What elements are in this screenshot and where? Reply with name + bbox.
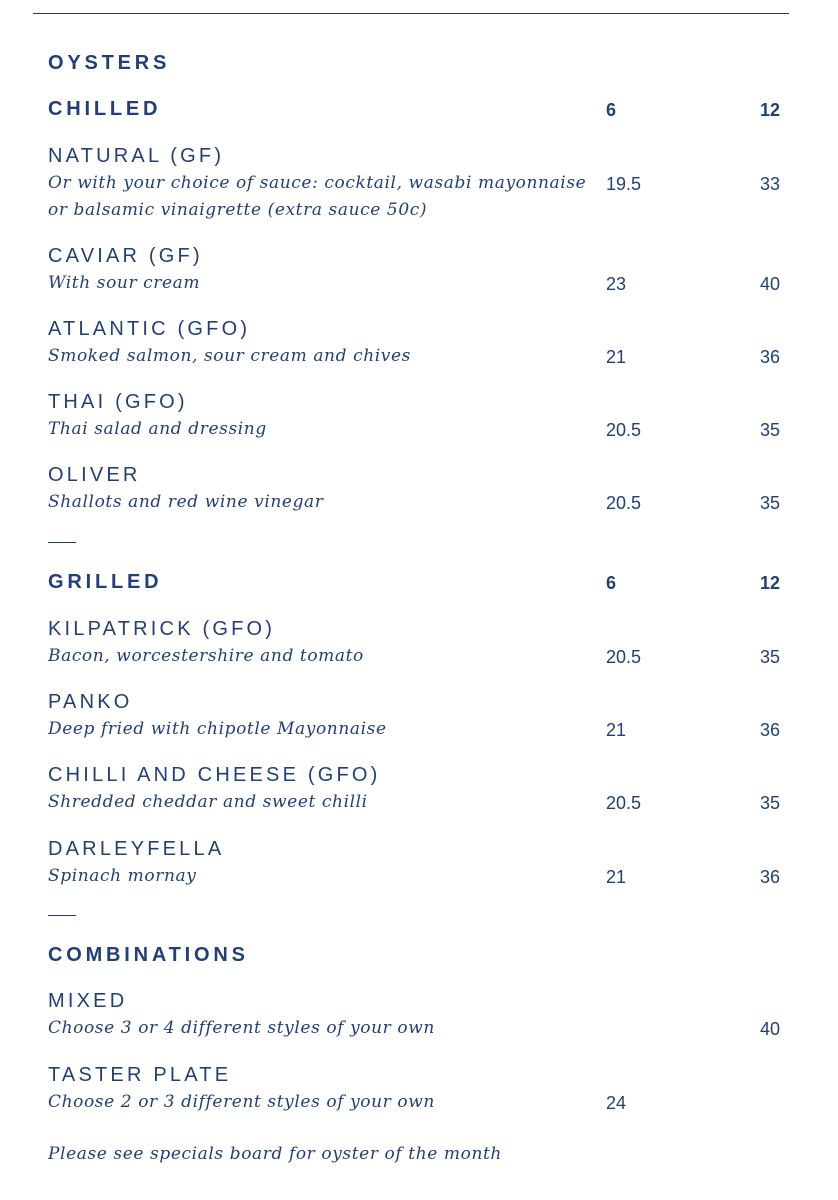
item-name: THAI (GFO): [48, 391, 188, 413]
price-dozen: 33: [759, 174, 780, 194]
item-description: or balsamic vinaigrette (extra sauce 50c): [48, 200, 428, 220]
item-name: MIXED: [48, 990, 128, 1012]
price-dozen: 35: [759, 793, 780, 813]
item-name: PANKO: [48, 691, 133, 713]
price-dozen: 40: [759, 274, 780, 294]
grilled-section-title: GRILLED: [48, 571, 163, 593]
price-dozen: 36: [759, 867, 780, 887]
item-description: With sour cream: [48, 273, 201, 293]
section-divider: [48, 542, 76, 543]
price-dozen: 35: [759, 493, 780, 513]
price-half-dozen: 20.5: [606, 420, 642, 440]
footer-note: Please see specials board for oyster of the month: [48, 1144, 502, 1164]
item-name: ATLANTIC (GFO): [48, 318, 251, 340]
price-half-dozen: 23: [606, 274, 627, 294]
item-description: Shredded cheddar and sweet chilli: [48, 792, 368, 812]
item-description: Spinach mornay: [48, 866, 197, 886]
price-half-dozen: 24: [606, 1093, 627, 1113]
item-description: Bacon, worcestershire and tomato: [48, 646, 364, 666]
price-dozen: 36: [759, 720, 780, 740]
top-divider: [33, 13, 789, 14]
section-divider: [48, 915, 76, 916]
grilled-col-half-dozen: 6: [606, 573, 617, 593]
chilled-col-dozen: 12: [759, 100, 780, 120]
item-name: NATURAL (GF): [48, 145, 225, 167]
price-half-dozen: 20.5: [606, 647, 642, 667]
item-description: Choose 3 or 4 different styles of your own: [48, 1018, 435, 1038]
item-name: OLIVER: [48, 464, 141, 486]
chilled-col-half-dozen: 6: [606, 100, 617, 120]
combinations-section-title: COMBINATIONS: [48, 944, 249, 966]
item-description: Smoked salmon, sour cream and chives: [48, 346, 411, 366]
item-name: KILPATRICK (GFO): [48, 618, 276, 640]
item-name: CHILLI AND CHEESE (GFO): [48, 764, 381, 786]
item-name: DARLEYFELLA: [48, 838, 225, 860]
price-half-dozen: 21: [606, 720, 627, 740]
price-dozen: 40: [759, 1019, 780, 1039]
grilled-col-dozen: 12: [759, 573, 780, 593]
price-half-dozen: 20.5: [606, 793, 642, 813]
chilled-section-title: CHILLED: [48, 98, 162, 120]
item-name: TASTER PLATE: [48, 1064, 232, 1086]
price-half-dozen: 21: [606, 347, 627, 367]
price-dozen: 35: [759, 647, 780, 667]
item-description: Choose 2 or 3 different styles of your own: [48, 1092, 435, 1112]
item-description: Or with your choice of sauce: cocktail, wasabi mayonnaise: [48, 173, 587, 193]
item-description: Shallots and red wine vinegar: [48, 492, 324, 512]
item-description: Deep fried with chipotle Mayonnaise: [48, 719, 387, 739]
menu-heading: OYSTERS: [48, 52, 171, 74]
price-half-dozen: 19.5: [606, 174, 642, 194]
price-dozen: 36: [759, 347, 780, 367]
item-description: Thai salad and dressing: [48, 419, 267, 439]
item-name: CAVIAR (GF): [48, 245, 203, 267]
price-half-dozen: 21: [606, 867, 627, 887]
price-dozen: 35: [759, 420, 780, 440]
price-half-dozen: 20.5: [606, 493, 642, 513]
